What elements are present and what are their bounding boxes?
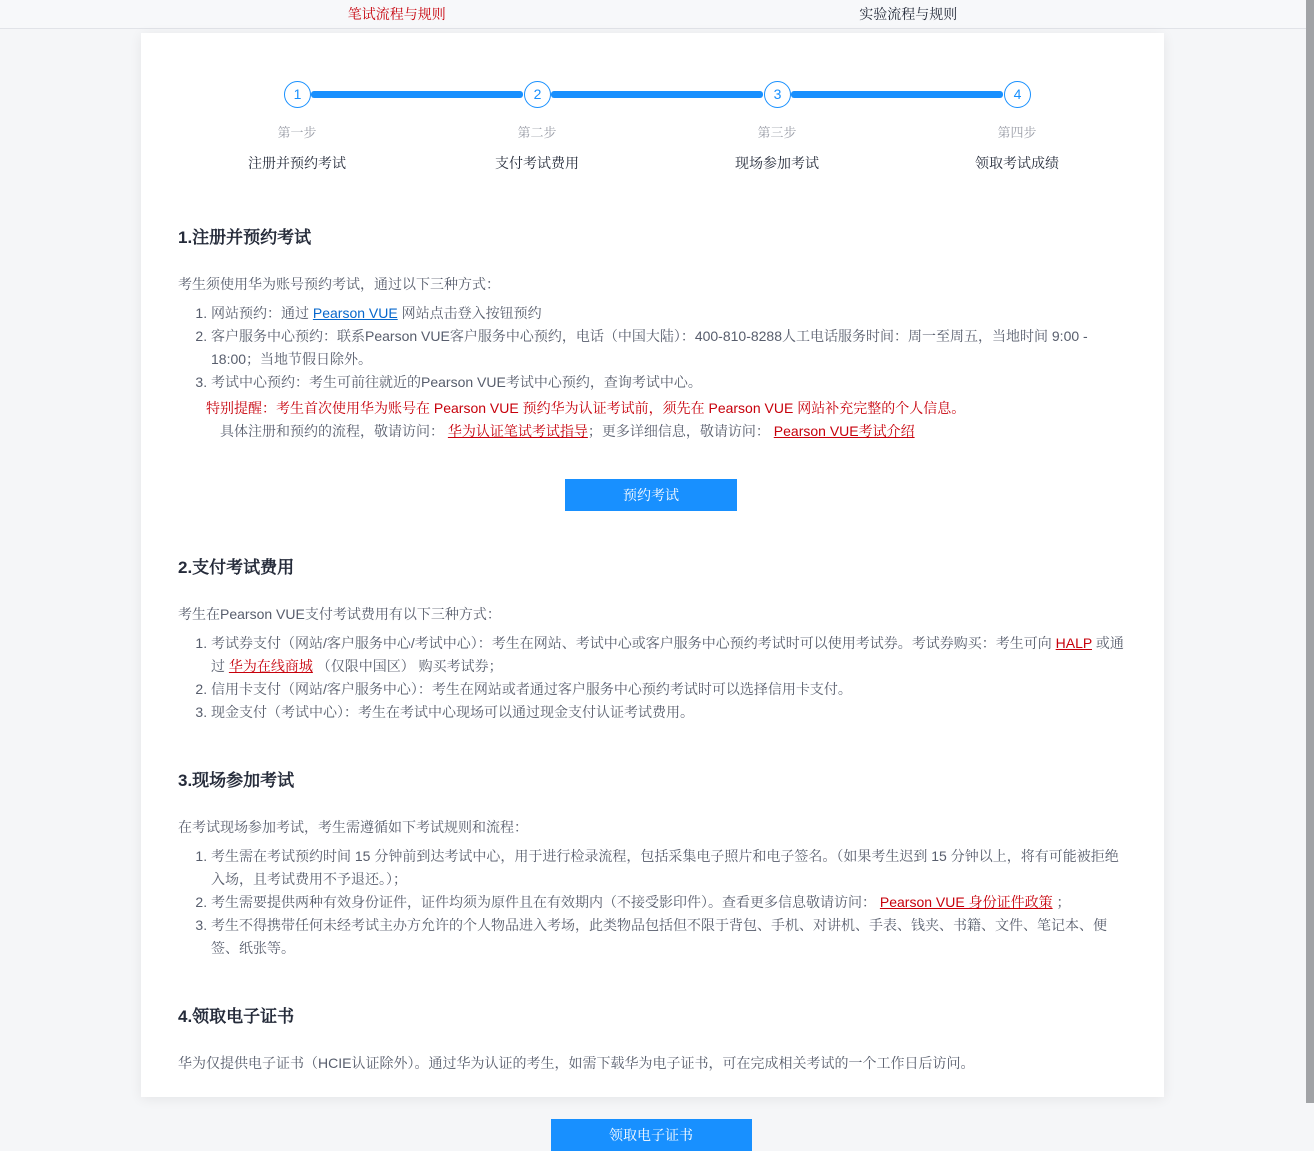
book-exam-button[interactable]: 预约考试	[565, 479, 737, 511]
tab-lab-exam-rules[interactable]: 实验流程与规则	[859, 6, 958, 22]
section-pay-exam-fee	[141, 555, 1164, 724]
section-get-certificate	[141, 1004, 1164, 1151]
list-item: 3. 考生不得携带任何未经考试主办方允许的个人物品进入考场，此类物品包括但不限于背包、手机、对讲机、手表、钱夹、书籍、文件、笔记本、便签、纸张等。	[211, 914, 1124, 960]
tab-cell-written	[141, 0, 653, 28]
list-item: 1. 考生需在考试预约时间 15 分钟前到达考试中心，用于进行检录流程，包括采集电子照片和电子签名。（如果考生迟到 15 分钟以上，将有可能被拒绝入场，且考试费用不予退还。）；	[211, 845, 1124, 891]
step-4-circle: 4	[1004, 81, 1031, 108]
section-1-list	[178, 302, 1124, 394]
step-4-label: 第四步	[997, 125, 1037, 140]
section-take-exam-onsite	[141, 768, 1164, 960]
text-segment: ；更多详细信息，敬请访问：	[587, 423, 774, 439]
scrollbar-thumb[interactable]	[1306, 0, 1314, 1103]
list-item: 2. 客户服务中心预约：联系Pearson VUE客户服务中心预约，电话（中国大陆）：400-810-8288人工电话服务时间：周一至周五，当地时间 9:00 - 18:00；当地节假日除外。	[211, 325, 1124, 371]
text-segment: 具体注册和预约的流程，敬请访问：	[220, 423, 448, 439]
written-exam-guide-link[interactable]: 华为认证笔试考试指导	[447, 423, 588, 439]
huawei-online-store-link[interactable]: 华为在线商城	[228, 658, 313, 674]
step-2-title: 支付考试费用	[495, 155, 579, 171]
list-item: 2. 信用卡支付（网站/客户服务中心）：考生在网站或者通过客户服务中心预约考试时可以选择信用卡支付。	[211, 678, 1124, 701]
list-item: 3. 考试中心预约：考生可前往就近的Pearson VUE考试中心预约，查询考试中心。	[211, 371, 1124, 394]
step-4-title: 领取考试成绩	[975, 155, 1059, 171]
stepper-connector-2	[551, 91, 763, 98]
text-segment: 或通过	[211, 635, 1124, 674]
text-segment: （仅限中国区） 购买考试券；	[312, 658, 503, 674]
section-2-heading: 2.支付考试费用	[178, 558, 295, 577]
section-3-intro: 在考试现场参加考试，考生需遵循如下考试规则和流程：	[178, 819, 528, 835]
get-certificate-button[interactable]: 领取电子证书	[551, 1119, 752, 1151]
list-item	[211, 302, 1124, 325]
text-segment: 网站点击登入按钮预约	[397, 305, 542, 321]
step-3-label: 第三步	[757, 125, 797, 140]
step-2-label: 第二步	[517, 125, 557, 140]
tab-cell-lab	[653, 0, 1165, 28]
section-3-list	[178, 845, 1124, 960]
pearson-vue-link[interactable]: Pearson VUE	[312, 305, 398, 321]
step-1-label: 第一步	[277, 125, 317, 140]
page-scrollbar[interactable]	[1306, 0, 1314, 1103]
list-item	[211, 632, 1124, 678]
step-2-circle: 2	[524, 81, 551, 108]
step-3-circle: 3	[764, 81, 791, 108]
section-2-list	[178, 632, 1124, 724]
section-1-heading: 1.注册并预约考试	[178, 228, 312, 247]
special-reminder-text: 特别提醒：考生首次使用华为账号在 Pearson VUE 预约华为认证考试前，须先在 Pearson VUE 网站补充完整的个人信息。	[206, 400, 966, 416]
section-4-heading: 4.领取电子证书	[178, 1007, 295, 1026]
id-policy-link[interactable]: Pearson VUE 身份证件政策	[879, 894, 1053, 910]
step-1-circle: 1	[284, 81, 311, 108]
list-item: 3. 现金支付（考试中心）：考生在考试中心现场可以通过现金支付认证考试费用。	[211, 701, 1124, 724]
halp-link[interactable]: HALP	[1055, 635, 1092, 651]
stepper-connector-3	[791, 91, 1003, 98]
section-2-intro: 考生在Pearson VUE支付考试费用有以下三种方式：	[178, 606, 501, 622]
exam-process-stepper	[141, 33, 1164, 193]
content-card	[141, 33, 1164, 1143]
stepper-connector-1	[311, 91, 523, 98]
text-segment: 网站预约：通过	[211, 305, 313, 321]
step-1-title: 注册并预约考试	[248, 155, 346, 171]
section-3-heading: 3.现场参加考试	[178, 771, 295, 790]
list-item	[211, 891, 1124, 914]
section-register-and-book	[141, 225, 1164, 511]
section-1-intro: 考生须使用华为账号预约考试，通过以下三种方式：	[178, 276, 500, 292]
text-segment: ；	[1052, 894, 1071, 910]
pearson-vue-intro-link[interactable]: Pearson VUE考试介绍	[773, 423, 915, 439]
tab-written-exam-rules[interactable]: 笔试流程与规则	[347, 6, 446, 22]
top-tab-bar	[0, 0, 1314, 29]
text-segment: 考试券支付（网站/客户服务中心/考试中心）：考生在网站、考试中心或客户服务中心预约考试时可以使用考试券。考试券购买：考生可向	[211, 635, 1056, 651]
step-3-title: 现场参加考试	[735, 155, 819, 171]
text-segment: 考生需要提供两种有效身份证件，证件均须为原件且在有效期内（不接受影印件）。查看更多信息敬请访问：	[211, 894, 880, 910]
section-4-intro: 华为仅提供电子证书（HCIE认证除外）。通过华为认证的考生，如需下载华为电子证书，可在完成相关考试的一个工作日后访问。	[178, 1055, 975, 1071]
registration-guide-line	[178, 420, 1124, 443]
